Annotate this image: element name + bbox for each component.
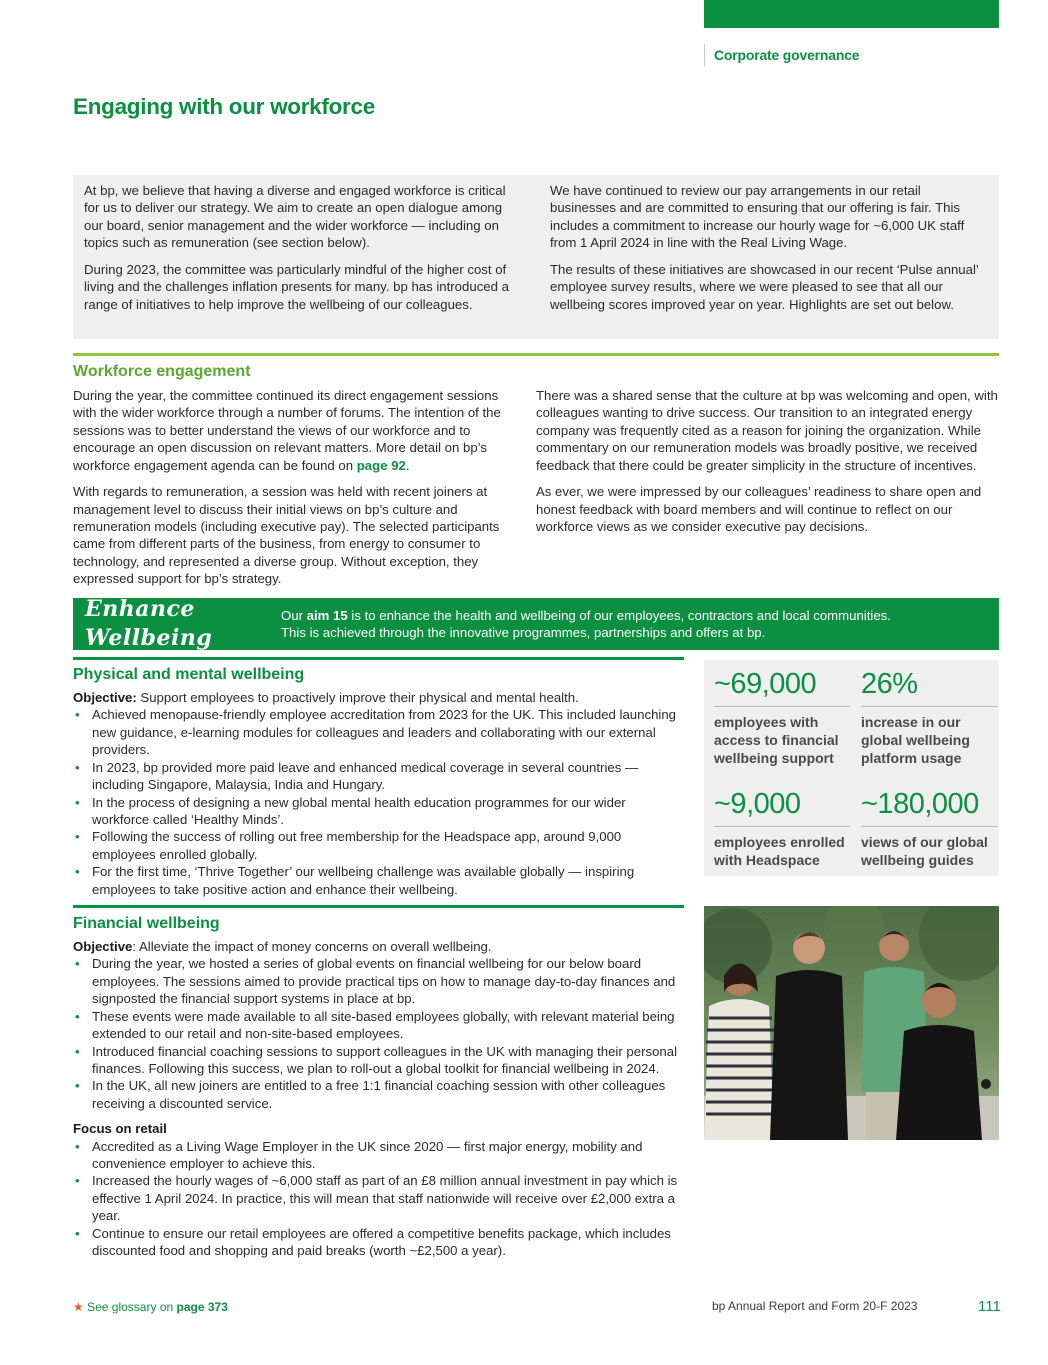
banner-script-title: Enhance Wellbeing xyxy=(85,595,213,651)
financial-wellbeing-heading: Financial wellbeing xyxy=(73,915,220,932)
banner-line-2: This is achieved through the innovative programmes, partnerships and offers at bp. xyxy=(281,625,766,640)
stat-value: ~69,000 xyxy=(714,670,850,707)
stat-value: ~9,000 xyxy=(714,790,850,827)
financial-bullet-list xyxy=(73,955,684,1112)
stat-label: employees with access to financial wellbeing support xyxy=(714,714,839,767)
stat-guide-views xyxy=(861,790,1001,869)
photo-illustration xyxy=(704,906,999,1140)
workforce-engagement-body xyxy=(73,387,999,588)
list-item: • During the year, we hosted a series of global events on financial wellbeing for our below board employees. The sessions aimed to provide practical tips on how to manage day-to-day finances and signposted the financial support systems in place at bp. xyxy=(73,955,684,1007)
stat-value: 26% xyxy=(861,670,997,707)
header-accent-tab xyxy=(704,0,999,28)
report-name: bp Annual Report and Form 20-F 2023 xyxy=(712,1299,918,1313)
list-item: • For the first time, ‘Thrive Together’ our wellbeing challenge was available globally — inspiring employees to take positive action and enhance their wellbeing. xyxy=(73,863,684,898)
body-paragraph: There was a shared sense that the culture at bp was welcoming and open, with colleagues wanting to drive success. Our transition to an integrated energy company was frequently cited as a reason for joining the organization. While commentary on our remuneration models was broadly positive, we received feedback that there could be greater simplicity in the structure of incentives. xyxy=(536,388,998,473)
list-item: • These events were made available to all site-based employees globally, with relevant material being extended to our retail and non-site-based employees. xyxy=(73,1008,684,1043)
workforce-engagement-heading: Workforce engagement xyxy=(73,363,251,380)
objective-text: : Alleviate the impact of money concerns on overall wellbeing. xyxy=(132,939,492,954)
section-label: Corporate governance xyxy=(704,44,859,66)
banner-text xyxy=(281,607,891,641)
retail-bullet-list xyxy=(73,1138,684,1260)
banner-text-part: is to enhance the health and wellbeing of our employees, contractors and local communities. xyxy=(347,607,891,623)
page-number: 111 xyxy=(978,1298,1001,1315)
physical-wellbeing-heading: Physical and mental wellbeing xyxy=(73,666,305,683)
stat-label: views of our global wellbeing guides xyxy=(861,834,988,869)
stat-headspace xyxy=(714,790,854,869)
body-paragraph: With regards to remuneration, a session was held with recent joiners at management level to discuss their initial views on bp’s culture and remuneration models (including executive pay). The selected participants came from different parts of the business, from energy to consumer to technology, and represented a diverse group. Without exception, they expressed support for bp’s strategy. xyxy=(73,484,500,587)
glossary-note xyxy=(73,1300,228,1316)
list-item: • In the process of designing a new global mental health education programmes for our wider workforce called ‘Healthy Minds’. xyxy=(73,794,684,829)
physical-divider xyxy=(73,657,684,660)
intro-paragraph: We have continued to review our pay arrangements in our retail businesses and are committed to ensuring that our offering is fair. This includes a commitment to increase our hourly wage for ~6,000 UK staff from 1 April 2024 in line with the Real Living Wage. xyxy=(550,183,965,251)
physical-wellbeing-body xyxy=(73,689,684,898)
employees-walking-photo xyxy=(704,906,999,1140)
star-icon: ★ xyxy=(73,1300,84,1314)
intro-paragraph: During 2023, the committee was particularly mindful of the higher cost of living and the challenges inflation presents for many. bp has introduced a range of initiatives to help improve the wellbeing of our colleagues. xyxy=(84,261,509,312)
physical-bullet-list xyxy=(73,706,684,898)
body-paragraph: As ever, we were impressed by our colleagues’ readiness to share open and honest feedback with board members and will continue to reflect on our workforce views as we consider executive pay decisions. xyxy=(536,484,982,534)
list-item: • Introduced financial coaching sessions to support colleagues in the UK with managing their personal finances. Following this success, we plan to roll-out a global toolkit for financial wellbeing in 2024. xyxy=(73,1043,684,1078)
intro-paragraph: At bp, we believe that having a diverse and engaged workforce is critical for us to deliver our strategy. We aim to create an open dialogue among our board, senior management and the wider workforce — including on topics such as remuneration (see section below). xyxy=(84,183,506,251)
section-divider xyxy=(73,353,999,356)
list-item: • Achieved menopause-friendly employee accreditation from 2023 for the UK. This included launching new guidance, e-learning modules for colleagues and leaders and collaborating with our external providers. xyxy=(73,706,684,758)
physical-objective xyxy=(73,689,684,706)
banner-line-1 xyxy=(281,607,891,624)
stat-label: employees enrolled with Headspace xyxy=(714,834,845,869)
focus-on-retail-title: Focus on retail xyxy=(73,1121,167,1137)
intro-paragraph: The results of these initiatives are showcased in our recent ‘Pulse annual’ employee survey results, where we were pleased to see that all our wellbeing scores improved year on year. Highlights are set out below. xyxy=(550,261,979,312)
page-title: Engaging with our workforce xyxy=(73,94,375,119)
stat-financial-access xyxy=(714,670,854,768)
list-item: • In 2023, bp provided more paid leave and enhanced medical coverage in several countries — including Singapore, Malaysia, India and Hungary. xyxy=(73,759,684,794)
objective-text: Support employees to proactively improve their physical and mental health. xyxy=(136,690,579,705)
intro-right-column xyxy=(536,182,988,339)
stat-value: ~180,000 xyxy=(861,790,997,827)
page-92-link[interactable]: page 92 xyxy=(356,457,406,473)
workforce-engagement-right-column xyxy=(536,387,999,588)
glossary-page-link[interactable]: page 373 xyxy=(176,1300,228,1314)
banner-text-part: Our xyxy=(281,607,307,623)
banner-aim: aim 15 xyxy=(306,607,348,623)
list-item: • Accredited as a Living Wage Employer in the UK since 2020 — first major energy, mobility and convenience employer to achieve this. xyxy=(73,1138,684,1173)
financial-objective xyxy=(73,938,684,955)
wellbeing-stats-panel xyxy=(704,660,999,876)
body-text: . xyxy=(405,457,410,473)
list-item: • Following the success of rolling out free membership for the Headspace app, around 9,000 employees enrolled globally. xyxy=(73,828,684,863)
intro-left-column xyxy=(84,182,536,339)
workforce-engagement-left-column xyxy=(73,387,536,588)
list-item: • Increased the hourly wages of ~6,000 staff as part of an £8 million annual investment in pay which is effective 1 April 2024. In practice, this will mean that staff nationwide will receive over £2,000 extra a year. xyxy=(73,1172,684,1224)
financial-wellbeing-body xyxy=(73,938,684,1260)
body-paragraph xyxy=(73,387,510,474)
objective-label: Objective xyxy=(73,939,133,954)
objective-label: Objective: xyxy=(73,690,137,705)
body-text: During the year, the committee continued its direct engagement sessions with the wider workforce through a number of forums. The intention of the sessions was to better understand the views of our workforce and to encourage an open discussion on relevant matters. More detail on bp’s workforce engagement agenda can be found on xyxy=(73,388,501,473)
list-item: • Continue to ensure our retail employees are offered a competitive benefits package, which includes discounted food and shopping and paid breaks (worth ~£2,500 a year). xyxy=(73,1225,684,1260)
financial-divider xyxy=(73,905,684,908)
list-item: • In the UK, all new joiners are entitled to a free 1:1 financial coaching session with other colleagues receiving a discounted service. xyxy=(73,1077,684,1112)
stat-platform-usage xyxy=(861,670,1001,768)
stat-label: increase in our global wellbeing platform usage xyxy=(861,714,970,767)
glossary-text: See glossary on xyxy=(87,1300,177,1314)
enhance-wellbeing-banner xyxy=(73,595,999,651)
intro-box xyxy=(73,175,999,339)
